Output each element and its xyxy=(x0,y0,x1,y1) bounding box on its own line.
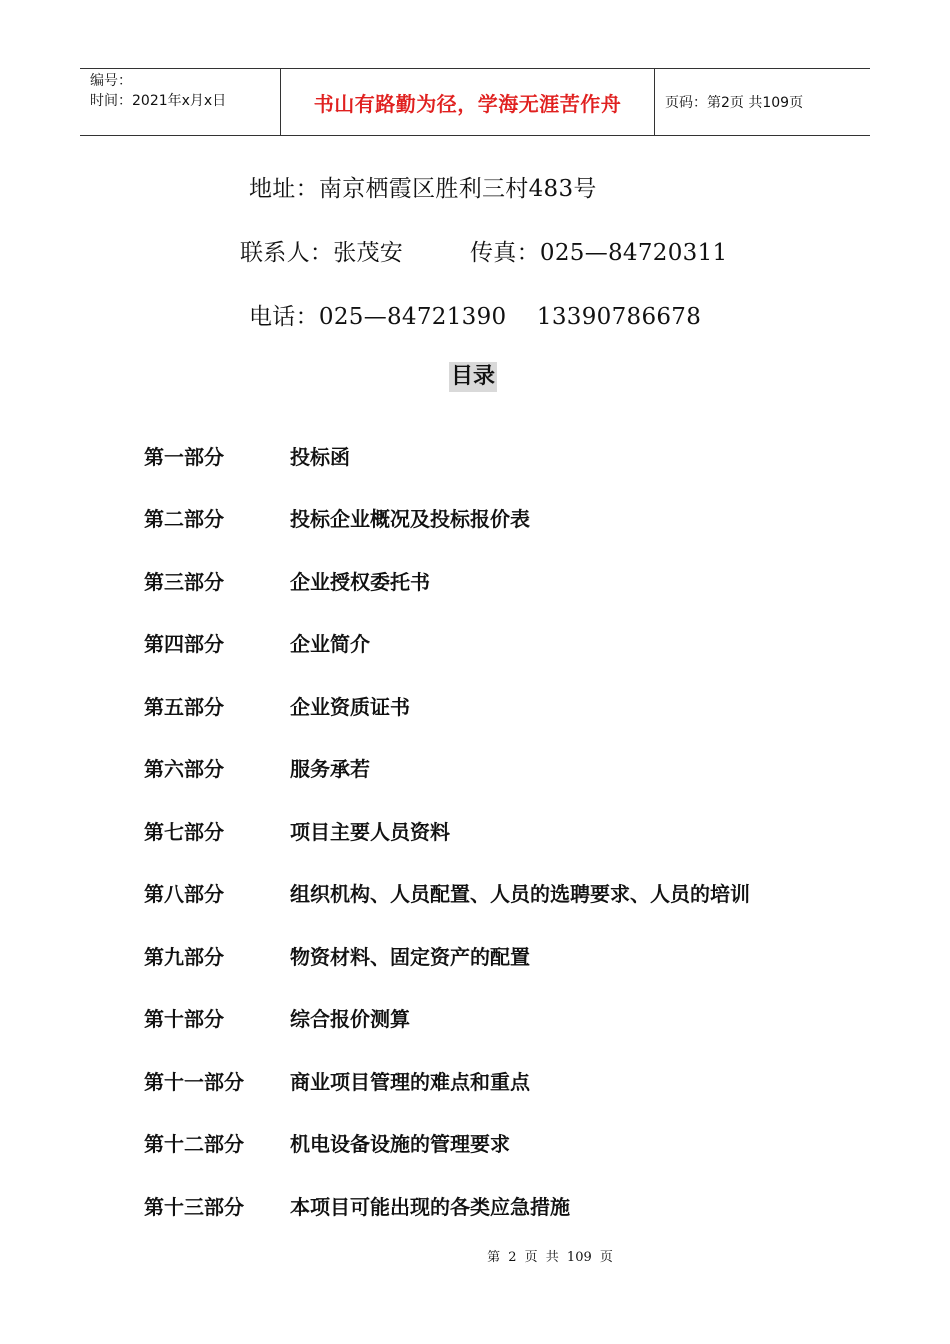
toc-item-number: 第十一部分 xyxy=(144,1069,244,1094)
toc-item-number: 第五部分 xyxy=(144,694,224,719)
toc-item-title: 物资材料、固定资产的配置 xyxy=(290,944,530,969)
header-motto: 书山有路勤为径，学海无涯苦作舟 xyxy=(281,69,655,135)
toc-item[interactable] xyxy=(144,862,844,925)
toc-item-number: 第二部分 xyxy=(144,507,224,532)
toc-item[interactable] xyxy=(144,612,844,675)
toc-item[interactable] xyxy=(144,424,844,487)
header-meta xyxy=(80,69,281,135)
toc-item[interactable] xyxy=(144,487,844,550)
toc-item[interactable] xyxy=(144,674,844,737)
toc-item-number: 第四部分 xyxy=(144,632,224,657)
header-page-info: 页码：第2页 共109页 xyxy=(665,95,804,111)
toc-item-title: 机电设备设施的管理要求 xyxy=(290,1132,510,1157)
toc-item[interactable] xyxy=(144,799,844,862)
toc-item-number: 第一部分 xyxy=(144,444,224,469)
toc-item-number: 第六部分 xyxy=(144,757,224,782)
toc-item-number: 第三部分 xyxy=(144,569,224,594)
code-label: 编号： xyxy=(90,73,132,89)
toc-item-title: 商业项目管理的难点和重点 xyxy=(290,1069,530,1094)
toc-item-title: 企业简介 xyxy=(290,632,370,657)
time-label: 时间：2021年x月x日 xyxy=(90,93,227,109)
toc-item[interactable] xyxy=(144,1112,844,1175)
page-header xyxy=(80,68,870,136)
phone-line: 电话：025—84721390 13390786678 xyxy=(249,304,702,330)
toc-item[interactable] xyxy=(144,1049,844,1112)
toc-item-number: 第九部分 xyxy=(144,944,224,969)
table-of-contents xyxy=(144,424,844,1237)
toc-item-number: 第八部分 xyxy=(144,882,224,907)
toc-item-title: 服务承若 xyxy=(290,757,370,782)
toc-item[interactable] xyxy=(144,987,844,1050)
toc-item[interactable] xyxy=(144,737,844,800)
address-line: 地址：南京栖霞区胜利三村483号 xyxy=(249,176,597,202)
toc-item-title: 项目主要人员资料 xyxy=(290,819,450,844)
toc-item[interactable] xyxy=(144,924,844,987)
toc-item-title: 组织机构、人员配置、人员的选聘要求、人员的培训 xyxy=(290,882,750,907)
page-footer: 第 2 页 共 109 页 xyxy=(487,1250,613,1265)
toc-item[interactable] xyxy=(144,1174,844,1237)
toc-item-title: 企业资质证书 xyxy=(290,694,410,719)
toc-item-title: 企业授权委托书 xyxy=(290,569,430,594)
toc-item-title: 综合报价测算 xyxy=(290,1007,410,1032)
contact-person: 联系人：张茂安 xyxy=(240,240,404,266)
toc-item-number: 第十二部分 xyxy=(144,1132,244,1157)
toc-item-number: 第十部分 xyxy=(144,1007,224,1032)
toc-title: 目录 xyxy=(449,362,497,392)
toc-item-title: 本项目可能出现的各类应急措施 xyxy=(290,1194,570,1219)
toc-item-title: 投标函 xyxy=(290,444,350,469)
toc-item-number: 第十三部分 xyxy=(144,1194,244,1219)
fax-line: 传真：025—84720311 xyxy=(470,240,728,266)
toc-item-number: 第七部分 xyxy=(144,819,224,844)
toc-item-title: 投标企业概况及投标报价表 xyxy=(290,507,530,532)
toc-item[interactable] xyxy=(144,549,844,612)
